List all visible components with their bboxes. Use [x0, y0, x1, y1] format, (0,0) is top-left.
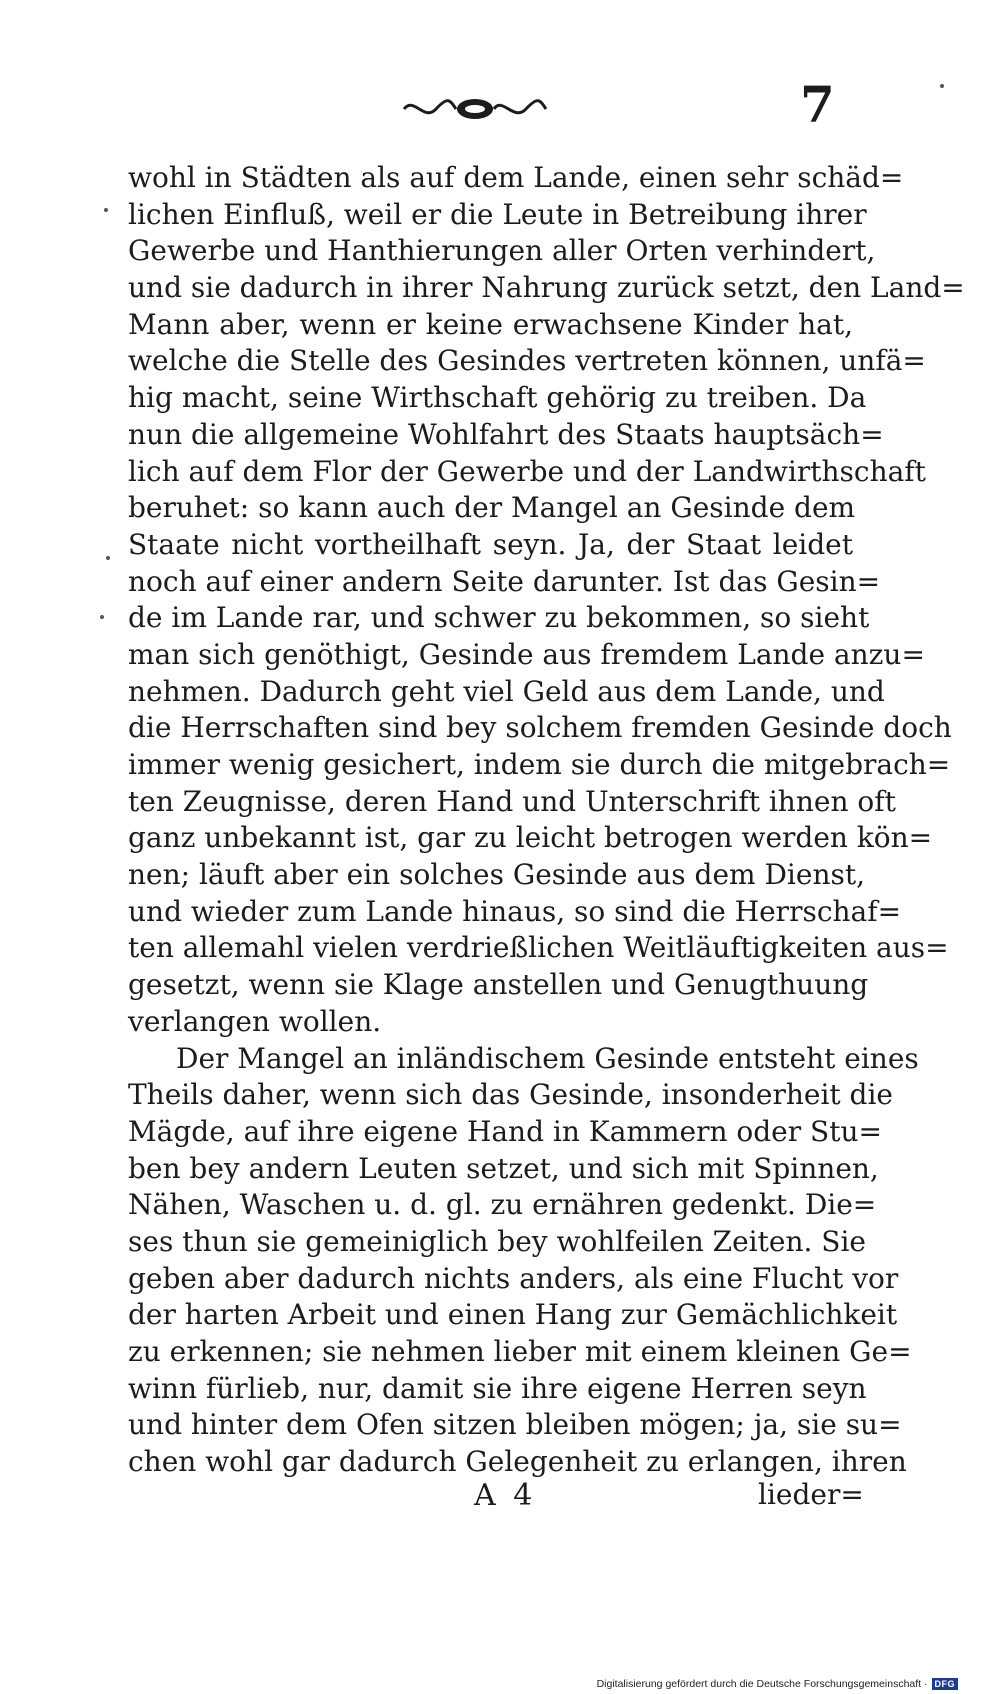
digitization-credit — [597, 1678, 958, 1690]
scan-speck — [106, 556, 110, 560]
scan-speck — [100, 615, 104, 619]
text-line: zu erkennen; sie nehmen lieber mit einem kleinen Ge= — [128, 1335, 912, 1368]
text-line: ganz unbekannt ist, gar zu leicht betrogen werden kön= — [128, 821, 933, 855]
scan-speck — [104, 208, 108, 212]
text-line: ten allemahl vielen verdrießlichen Weitläuftigkeiten aus= — [128, 931, 949, 965]
dfg-logo-icon: DFG — [932, 1678, 959, 1690]
paragraph-end-line: verlangen wollen. — [128, 1004, 382, 1038]
page-number: 7 — [800, 75, 835, 134]
text-line: gesetzt, wenn sie Klage anstellen und Genugthuung — [128, 968, 869, 1002]
text-line: Staate nicht vortheilhaft seyn. Ja, der Staat leidet — [128, 527, 853, 561]
text-line: Mann aber, wenn er keine erwachsene Kinder hat, — [128, 307, 853, 341]
text-line: Gewerbe und Hanthierungen aller Orten verhindert, — [128, 234, 876, 268]
signature-mark: A 4 — [474, 1478, 537, 1513]
text-line: Nähen, Waschen u. d. gl. zu ernähren gedenkt. Die= — [128, 1188, 877, 1222]
scan-speck — [940, 84, 944, 88]
text-line: chen wohl gar dadurch Gelegenheit zu erlangen, ihren — [128, 1445, 907, 1479]
paragraph-start-line: Der Mangel an inländischem Gesinde entsteht eines — [176, 1041, 919, 1075]
text-line: welche die Stelle des Gesindes vertreten können, unfä= — [128, 344, 926, 378]
text-line: und hinter dem Ofen sitzen bleiben mögen; ja, sie su= — [128, 1408, 902, 1442]
text-line: Theils daher, wenn sich das Gesinde, insonderheit die — [128, 1078, 893, 1112]
text-line: immer wenig gesichert, indem sie durch die mitgebrach= — [128, 748, 951, 781]
text-line: lichen Einfluß, weil er die Leute in Betreibung ihrer — [128, 197, 867, 231]
text-line: nen; läuft aber ein solches Gesinde aus dem Dienst, — [128, 858, 865, 892]
text-line: nehmen. Dadurch geht viel Geld aus dem Lande, und — [128, 674, 885, 708]
text-line: der harten Arbeit und einen Hang zur Gemächlichkeit — [128, 1298, 898, 1332]
text-line: und sie dadurch in ihrer Nahrung zurück setzt, den Land= — [128, 271, 965, 305]
text-line: geben aber dadurch nichts anders, als eine Flucht vor — [128, 1261, 899, 1295]
text-line: und wieder zum Lande hinaus, so sind die Herrschaf= — [128, 894, 902, 928]
header-ornament-icon — [400, 92, 550, 126]
text-line: hig macht, seine Wirthschaft gehörig zu treiben. Da — [128, 381, 867, 415]
catchword: lieder= — [758, 1478, 864, 1511]
text-line: man sich genöthigt, Gesinde aus fremdem Lande anzu= — [128, 637, 925, 671]
text-line: lich auf dem Flor der Gewerbe und der Landwirthschaft — [128, 454, 926, 488]
text-line: ben bey andern Leuten setzet, und sich mit Spinnen, — [128, 1151, 879, 1185]
text-line: ses thun sie gemeiniglich bey wohlfeilen Zeiten. Sie — [128, 1224, 866, 1258]
text-line: ten Zeugnisse, deren Hand und Unterschrift ihnen oft — [128, 784, 896, 818]
text-line: die Herrschaften sind bey solchem fremden Gesinde doch — [128, 711, 952, 745]
text-line: noch auf einer andern Seite darunter. Ist das Gesin= — [128, 564, 881, 598]
text-line: wohl in Städten als auf dem Lande, einen sehr schäd= — [128, 161, 904, 194]
text-line: de im Lande rar, und schwer zu bekommen, so sieht — [128, 601, 870, 635]
text-line: winn fürlieb, nur, damit sie ihre eigene Herren seyn — [128, 1371, 867, 1405]
text-line: Mägde, auf ihre eigene Hand in Kammern oder Stu= — [128, 1114, 882, 1148]
body-text — [128, 160, 965, 1481]
credit-text: Digitalisierung gefördert durch die Deutsche Forschungsgemeinschaft · — [596, 1678, 928, 1690]
text-line: beruhet: so kann auch der Mangel an Gesinde dem — [128, 491, 856, 525]
text-line: nun die allgemeine Wohlfahrt des Staats hauptsäch= — [128, 417, 884, 451]
